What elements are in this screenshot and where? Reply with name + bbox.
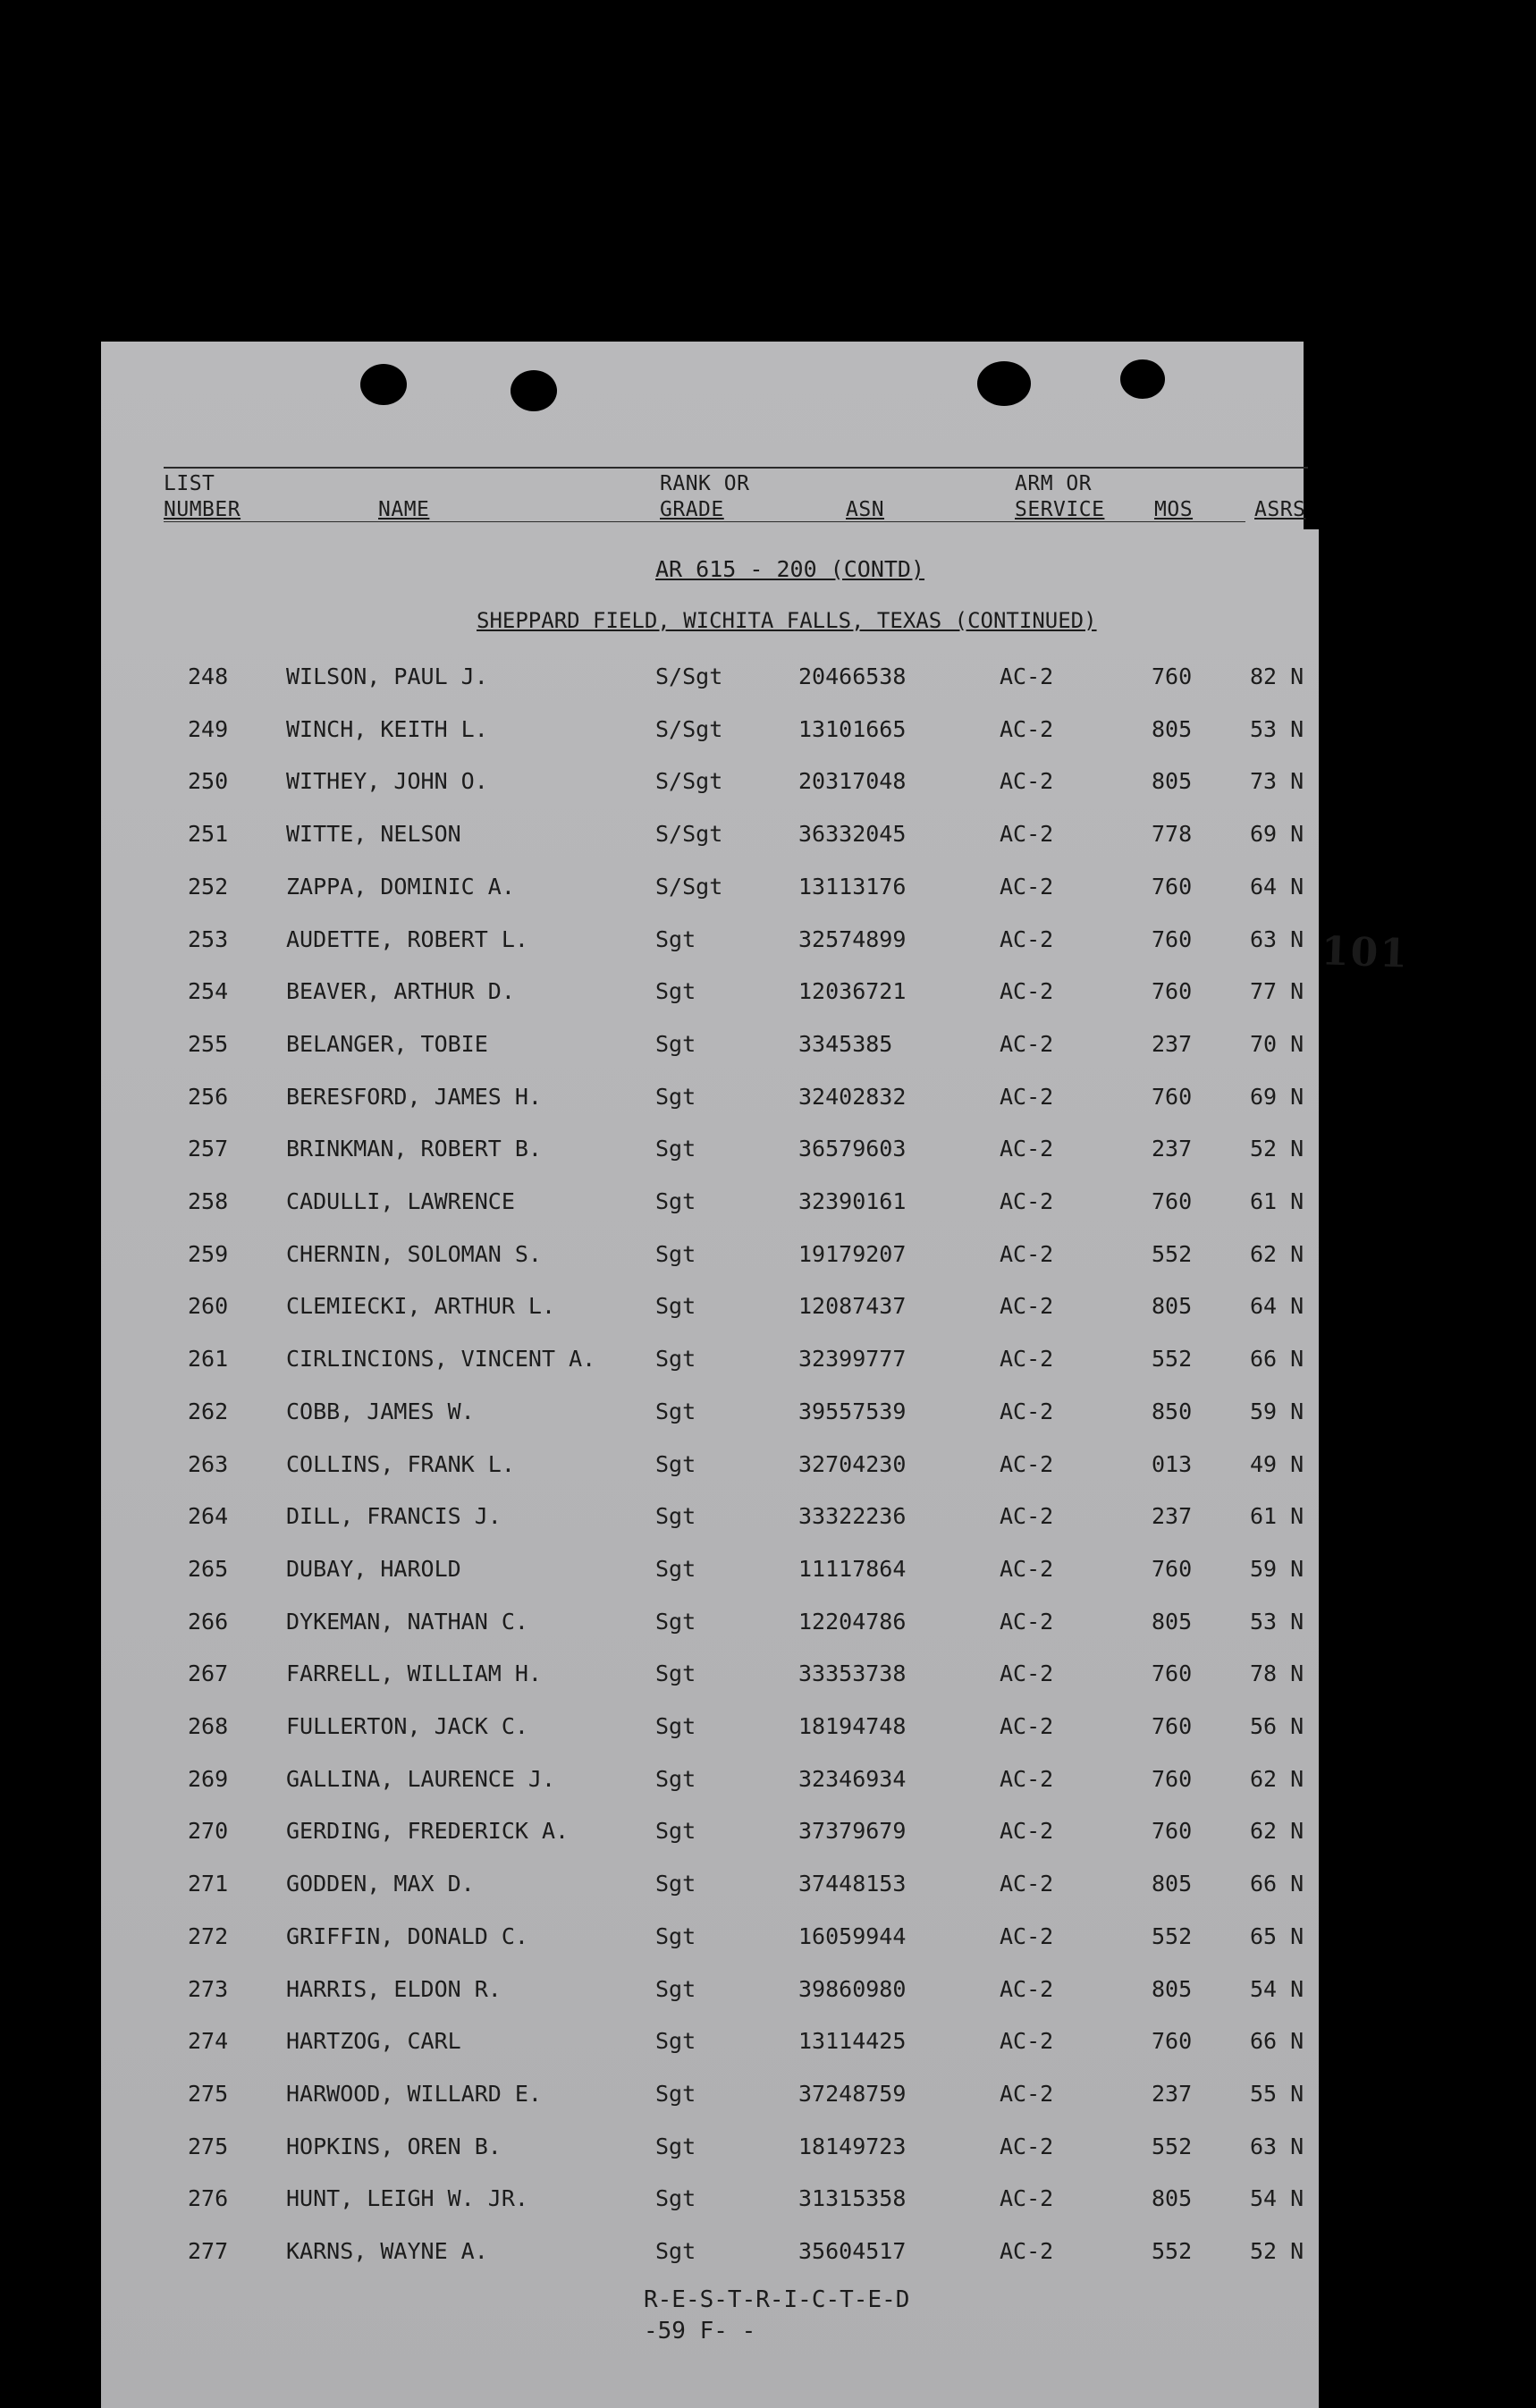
cell-arm: AC-2 bbox=[1000, 2133, 1054, 2159]
cell-asn: 32390161 bbox=[798, 1188, 907, 1214]
cell-arm: AC-2 bbox=[1000, 1818, 1054, 1844]
cell-arm: AC-2 bbox=[1000, 768, 1054, 794]
cell-rank: S/Sgt bbox=[655, 768, 723, 794]
cell-num: 274 bbox=[188, 2028, 229, 2054]
cell-asrs: 52 N bbox=[1250, 2238, 1304, 2264]
cell-arm: AC-2 bbox=[1000, 1451, 1054, 1477]
table-row bbox=[101, 2081, 1319, 2117]
table-row bbox=[101, 821, 1319, 857]
table-row bbox=[101, 1031, 1319, 1067]
cell-mos: 805 bbox=[1152, 2185, 1193, 2211]
header-top-rule bbox=[164, 467, 1308, 469]
cell-rank: S/Sgt bbox=[655, 821, 723, 847]
cell-mos: 237 bbox=[1152, 2081, 1193, 2107]
cell-arm: AC-2 bbox=[1000, 1188, 1054, 1214]
cell-arm: AC-2 bbox=[1000, 1031, 1054, 1057]
cell-rank: Sgt bbox=[655, 1084, 696, 1110]
cell-rank: Sgt bbox=[655, 1188, 696, 1214]
table-row bbox=[101, 1503, 1319, 1539]
cell-arm: AC-2 bbox=[1000, 978, 1054, 1004]
cell-asn: 32402832 bbox=[798, 1084, 907, 1110]
cell-asn: 35604517 bbox=[798, 2238, 907, 2264]
cell-asrs: 61 N bbox=[1250, 1188, 1304, 1214]
cell-rank: Sgt bbox=[655, 1241, 696, 1267]
cell-num: 275 bbox=[188, 2081, 229, 2107]
cell-num: 262 bbox=[188, 1398, 229, 1424]
cell-rank: S/Sgt bbox=[655, 716, 723, 742]
cell-arm: AC-2 bbox=[1000, 1660, 1054, 1686]
cell-asn: 37379679 bbox=[798, 1818, 907, 1844]
cell-asrs: 66 N bbox=[1250, 1871, 1304, 1897]
cell-name: WILSON, PAUL J. bbox=[286, 663, 488, 689]
cell-num: 249 bbox=[188, 716, 229, 742]
cell-rank: Sgt bbox=[655, 1766, 696, 1792]
table-row bbox=[101, 1293, 1319, 1329]
cell-mos: 805 bbox=[1152, 1976, 1193, 2002]
cell-mos: 760 bbox=[1152, 1660, 1193, 1686]
cell-mos: 760 bbox=[1152, 2028, 1193, 2054]
cell-asn: 19179207 bbox=[798, 1241, 907, 1267]
table-row bbox=[101, 1923, 1319, 1959]
cell-name: ZAPPA, DOMINIC A. bbox=[286, 874, 515, 900]
cell-num: 255 bbox=[188, 1031, 229, 1057]
cell-name: BRINKMAN, ROBERT B. bbox=[286, 1136, 542, 1162]
torn-corner bbox=[1304, 342, 1319, 529]
cell-num: 270 bbox=[188, 1818, 229, 1844]
col-header-mos: MOS bbox=[1154, 498, 1194, 521]
cell-name: GALLINA, LAURENCE J. bbox=[286, 1766, 556, 1792]
table-row bbox=[101, 1241, 1319, 1277]
cell-mos: 760 bbox=[1152, 1818, 1193, 1844]
document-page bbox=[101, 342, 1410, 2408]
cell-name: BERESFORD, JAMES H. bbox=[286, 1084, 542, 1110]
cell-arm: AC-2 bbox=[1000, 1976, 1054, 2002]
cell-asn: 39860980 bbox=[798, 1976, 907, 2002]
cell-asn: 31315358 bbox=[798, 2185, 907, 2211]
cell-arm: AC-2 bbox=[1000, 1293, 1054, 1319]
cell-num: 260 bbox=[188, 1293, 229, 1319]
cell-name: WITTE, NELSON bbox=[286, 821, 461, 847]
table-row bbox=[101, 2028, 1319, 2064]
cell-name: HUNT, LEIGH W. JR. bbox=[286, 2185, 528, 2211]
cell-asn: 36332045 bbox=[798, 821, 907, 847]
cell-arm: AC-2 bbox=[1000, 1503, 1054, 1529]
table-row bbox=[101, 1713, 1319, 1749]
cell-num: 251 bbox=[188, 821, 229, 847]
cell-arm: AC-2 bbox=[1000, 1713, 1054, 1739]
cell-arm: AC-2 bbox=[1000, 1346, 1054, 1372]
cell-asrs: 82 N bbox=[1250, 663, 1304, 689]
cell-num: 261 bbox=[188, 1346, 229, 1372]
footer-page-number: -59 F- - bbox=[644, 2318, 756, 2345]
cell-asrs: 69 N bbox=[1250, 1084, 1304, 1110]
cell-asn: 32704230 bbox=[798, 1451, 907, 1477]
cell-mos: 760 bbox=[1152, 1188, 1193, 1214]
cell-asn: 32574899 bbox=[798, 926, 907, 952]
cell-num: 259 bbox=[188, 1241, 229, 1267]
cell-mos: 760 bbox=[1152, 874, 1193, 900]
col-header-arm: ARM OR SERVICE bbox=[1015, 472, 1105, 521]
cell-rank: Sgt bbox=[655, 1136, 696, 1162]
cell-rank: Sgt bbox=[655, 1976, 696, 2002]
cell-mos: 805 bbox=[1152, 1293, 1193, 1319]
cell-asrs: 65 N bbox=[1250, 1923, 1304, 1949]
table-row bbox=[101, 874, 1319, 909]
cell-arm: AC-2 bbox=[1000, 874, 1054, 900]
cell-num: 269 bbox=[188, 1766, 229, 1792]
cell-asn: 12204786 bbox=[798, 1609, 907, 1635]
table-row bbox=[101, 1136, 1319, 1171]
cell-arm: AC-2 bbox=[1000, 663, 1054, 689]
cell-asrs: 54 N bbox=[1250, 1976, 1304, 2002]
cell-name: GRIFFIN, DONALD C. bbox=[286, 1923, 528, 1949]
cell-name: GERDING, FREDERICK A. bbox=[286, 1818, 570, 1844]
cell-asrs: 73 N bbox=[1250, 768, 1304, 794]
regulation-heading: AR 615 - 200 (CONTD) bbox=[655, 556, 925, 582]
page-stamp-number: 101 bbox=[1321, 928, 1410, 977]
cell-mos: 805 bbox=[1152, 1609, 1193, 1635]
punch-hole bbox=[511, 370, 557, 411]
cell-rank: Sgt bbox=[655, 926, 696, 952]
cell-asn: 12087437 bbox=[798, 1293, 907, 1319]
cell-num: 248 bbox=[188, 663, 229, 689]
cell-name: HARWOOD, WILLARD E. bbox=[286, 2081, 542, 2107]
cell-asn: 20317048 bbox=[798, 768, 907, 794]
header-bottom-rule bbox=[164, 521, 1245, 522]
table-row bbox=[101, 1871, 1319, 1906]
cell-num: 276 bbox=[188, 2185, 229, 2211]
cell-asrs: 62 N bbox=[1250, 1766, 1304, 1792]
cell-asrs: 70 N bbox=[1250, 1031, 1304, 1057]
cell-num: 272 bbox=[188, 1923, 229, 1949]
cell-mos: 760 bbox=[1152, 663, 1193, 689]
table-row bbox=[101, 1818, 1319, 1854]
cell-rank: Sgt bbox=[655, 1923, 696, 1949]
cell-num: 253 bbox=[188, 926, 229, 952]
cell-asn: 3345385 bbox=[798, 1031, 893, 1057]
table-row bbox=[101, 2133, 1319, 2169]
punch-hole bbox=[1120, 359, 1165, 399]
cell-asrs: 56 N bbox=[1250, 1713, 1304, 1739]
cell-rank: Sgt bbox=[655, 978, 696, 1004]
cell-asn: 13114425 bbox=[798, 2028, 907, 2054]
table-row bbox=[101, 1346, 1319, 1381]
cell-rank: Sgt bbox=[655, 1346, 696, 1372]
cell-asn: 13113176 bbox=[798, 874, 907, 900]
cell-asrs: 53 N bbox=[1250, 716, 1304, 742]
table-row bbox=[101, 663, 1319, 699]
cell-asrs: 64 N bbox=[1250, 1293, 1304, 1319]
cell-arm: AC-2 bbox=[1000, 1084, 1054, 1110]
cell-name: HARTZOG, CARL bbox=[286, 2028, 461, 2054]
cell-arm: AC-2 bbox=[1000, 1556, 1054, 1582]
cell-mos: 805 bbox=[1152, 1871, 1193, 1897]
cell-name: CIRLINCIONS, VINCENT A. bbox=[286, 1346, 596, 1372]
cell-name: KARNS, WAYNE A. bbox=[286, 2238, 488, 2264]
cell-asn: 13101665 bbox=[798, 716, 907, 742]
cell-arm: AC-2 bbox=[1000, 1766, 1054, 1792]
cell-arm: AC-2 bbox=[1000, 1871, 1054, 1897]
cell-mos: 237 bbox=[1152, 1503, 1193, 1529]
cell-num: 267 bbox=[188, 1660, 229, 1686]
cell-asrs: 78 N bbox=[1250, 1660, 1304, 1686]
cell-num: 277 bbox=[188, 2238, 229, 2264]
footer-classification: R-E-S-T-R-I-C-T-E-D bbox=[644, 2286, 910, 2313]
cell-num: 252 bbox=[188, 874, 229, 900]
cell-name: BEAVER, ARTHUR D. bbox=[286, 978, 515, 1004]
cell-asn: 32346934 bbox=[798, 1766, 907, 1792]
cell-asrs: 59 N bbox=[1250, 1398, 1304, 1424]
cell-arm: AC-2 bbox=[1000, 2185, 1054, 2211]
cell-asn: 39557539 bbox=[798, 1398, 907, 1424]
cell-asn: 18194748 bbox=[798, 1713, 907, 1739]
cell-name: HOPKINS, OREN B. bbox=[286, 2133, 502, 2159]
cell-asn: 36579603 bbox=[798, 1136, 907, 1162]
table-row bbox=[101, 978, 1319, 1014]
cell-asn: 11117864 bbox=[798, 1556, 907, 1582]
col-header-asn: ASN bbox=[846, 498, 885, 521]
cell-asrs: 55 N bbox=[1250, 2081, 1304, 2107]
cell-rank: Sgt bbox=[655, 1451, 696, 1477]
table-row bbox=[101, 2238, 1319, 2274]
cell-asn: 37248759 bbox=[798, 2081, 907, 2107]
cell-arm: AC-2 bbox=[1000, 716, 1054, 742]
cell-asrs: 59 N bbox=[1250, 1556, 1304, 1582]
cell-asrs: 62 N bbox=[1250, 1818, 1304, 1844]
cell-rank: Sgt bbox=[655, 2238, 696, 2264]
cell-asrs: 63 N bbox=[1250, 926, 1304, 952]
cell-name: CHERNIN, SOLOMAN S. bbox=[286, 1241, 542, 1267]
table-row bbox=[101, 768, 1319, 804]
cell-asrs: 77 N bbox=[1250, 978, 1304, 1004]
cell-mos: 760 bbox=[1152, 978, 1193, 1004]
cell-mos: 013 bbox=[1152, 1451, 1193, 1477]
cell-mos: 805 bbox=[1152, 716, 1193, 742]
cell-rank: Sgt bbox=[655, 1609, 696, 1635]
cell-num: 273 bbox=[188, 1976, 229, 2002]
cell-rank: Sgt bbox=[655, 1556, 696, 1582]
table-row bbox=[101, 1084, 1319, 1120]
cell-mos: 552 bbox=[1152, 2238, 1193, 2264]
cell-asn: 12036721 bbox=[798, 978, 907, 1004]
cell-asrs: 63 N bbox=[1250, 2133, 1304, 2159]
cell-rank: Sgt bbox=[655, 1398, 696, 1424]
table-row bbox=[101, 1976, 1319, 2012]
punch-hole bbox=[360, 364, 407, 405]
cell-arm: AC-2 bbox=[1000, 2238, 1054, 2264]
cell-num: 268 bbox=[188, 1713, 229, 1739]
cell-asrs: 64 N bbox=[1250, 874, 1304, 900]
cell-num: 250 bbox=[188, 768, 229, 794]
cell-rank: Sgt bbox=[655, 2081, 696, 2107]
cell-arm: AC-2 bbox=[1000, 1923, 1054, 1949]
cell-rank: Sgt bbox=[655, 1818, 696, 1844]
table-row bbox=[101, 1609, 1319, 1644]
cell-rank: Sgt bbox=[655, 2028, 696, 2054]
cell-arm: AC-2 bbox=[1000, 1609, 1054, 1635]
cell-num: 264 bbox=[188, 1503, 229, 1529]
cell-rank: Sgt bbox=[655, 1713, 696, 1739]
cell-name: COLLINS, FRANK L. bbox=[286, 1451, 515, 1477]
cell-asrs: 69 N bbox=[1250, 821, 1304, 847]
cell-asn: 33353738 bbox=[798, 1660, 907, 1686]
col-header-rank: RANK OR GRADE bbox=[660, 472, 750, 521]
cell-rank: Sgt bbox=[655, 1660, 696, 1686]
col-header-asrs: ASRS bbox=[1254, 498, 1306, 521]
cell-num: 263 bbox=[188, 1451, 229, 1477]
cell-asrs: 61 N bbox=[1250, 1503, 1304, 1529]
cell-rank: Sgt bbox=[655, 2133, 696, 2159]
table-row bbox=[101, 2185, 1319, 2221]
cell-arm: AC-2 bbox=[1000, 1398, 1054, 1424]
table-row bbox=[101, 1660, 1319, 1696]
cell-rank: S/Sgt bbox=[655, 663, 723, 689]
cell-mos: 760 bbox=[1152, 1556, 1193, 1582]
location-heading: SHEPPARD FIELD, WICHITA FALLS, TEXAS (CONTINUED) bbox=[477, 608, 1097, 633]
cell-arm: AC-2 bbox=[1000, 2028, 1054, 2054]
cell-name: WINCH, KEITH L. bbox=[286, 716, 488, 742]
cell-asrs: 66 N bbox=[1250, 2028, 1304, 2054]
cell-rank: Sgt bbox=[655, 1293, 696, 1319]
cell-name: AUDETTE, ROBERT L. bbox=[286, 926, 528, 952]
cell-rank: S/Sgt bbox=[655, 874, 723, 900]
table-row bbox=[101, 1451, 1319, 1487]
cell-arm: AC-2 bbox=[1000, 821, 1054, 847]
cell-mos: 760 bbox=[1152, 1766, 1193, 1792]
cell-name: HARRIS, ELDON R. bbox=[286, 1976, 502, 2002]
cell-name: FARRELL, WILLIAM H. bbox=[286, 1660, 542, 1686]
cell-name: COBB, JAMES W. bbox=[286, 1398, 475, 1424]
cell-asrs: 66 N bbox=[1250, 1346, 1304, 1372]
table-row bbox=[101, 1556, 1319, 1592]
cell-mos: 552 bbox=[1152, 2133, 1193, 2159]
cell-asn: 33322236 bbox=[798, 1503, 907, 1529]
cell-name: WITHEY, JOHN O. bbox=[286, 768, 488, 794]
col-header-name: NAME bbox=[378, 498, 430, 521]
cell-asrs: 49 N bbox=[1250, 1451, 1304, 1477]
cell-asn: 32399777 bbox=[798, 1346, 907, 1372]
cell-arm: AC-2 bbox=[1000, 926, 1054, 952]
cell-mos: 237 bbox=[1152, 1136, 1193, 1162]
cell-name: FULLERTON, JACK C. bbox=[286, 1713, 528, 1739]
table-row bbox=[101, 1188, 1319, 1224]
col-header-list-number: LIST NUMBER bbox=[164, 472, 241, 521]
cell-mos: 760 bbox=[1152, 1713, 1193, 1739]
cell-num: 265 bbox=[188, 1556, 229, 1582]
cell-rank: Sgt bbox=[655, 1871, 696, 1897]
cell-mos: 760 bbox=[1152, 1084, 1193, 1110]
cell-asn: 37448153 bbox=[798, 1871, 907, 1897]
cell-num: 266 bbox=[188, 1609, 229, 1635]
cell-mos: 552 bbox=[1152, 1346, 1193, 1372]
cell-num: 275 bbox=[188, 2133, 229, 2159]
cell-mos: 778 bbox=[1152, 821, 1193, 847]
cell-asrs: 53 N bbox=[1250, 1609, 1304, 1635]
cell-mos: 552 bbox=[1152, 1923, 1193, 1949]
cell-mos: 850 bbox=[1152, 1398, 1193, 1424]
cell-name: DUBAY, HAROLD bbox=[286, 1556, 461, 1582]
cell-mos: 237 bbox=[1152, 1031, 1193, 1057]
cell-num: 258 bbox=[188, 1188, 229, 1214]
cell-name: CLEMIECKI, ARTHUR L. bbox=[286, 1293, 556, 1319]
table-row bbox=[101, 926, 1319, 962]
cell-arm: AC-2 bbox=[1000, 1136, 1054, 1162]
cell-asrs: 54 N bbox=[1250, 2185, 1304, 2211]
cell-asn: 16059944 bbox=[798, 1923, 907, 1949]
cell-arm: AC-2 bbox=[1000, 1241, 1054, 1267]
cell-name: BELANGER, TOBIE bbox=[286, 1031, 488, 1057]
cell-num: 257 bbox=[188, 1136, 229, 1162]
punch-hole bbox=[977, 361, 1031, 406]
cell-mos: 805 bbox=[1152, 768, 1193, 794]
cell-name: DILL, FRANCIS J. bbox=[286, 1503, 502, 1529]
cell-asrs: 62 N bbox=[1250, 1241, 1304, 1267]
cell-arm: AC-2 bbox=[1000, 2081, 1054, 2107]
cell-name: GODDEN, MAX D. bbox=[286, 1871, 475, 1897]
cell-asn: 20466538 bbox=[798, 663, 907, 689]
cell-num: 256 bbox=[188, 1084, 229, 1110]
cell-mos: 760 bbox=[1152, 926, 1193, 952]
cell-name: CADULLI, LAWRENCE bbox=[286, 1188, 515, 1214]
cell-num: 254 bbox=[188, 978, 229, 1004]
cell-rank: Sgt bbox=[655, 2185, 696, 2211]
cell-asn: 18149723 bbox=[798, 2133, 907, 2159]
cell-num: 271 bbox=[188, 1871, 229, 1897]
cell-rank: Sgt bbox=[655, 1031, 696, 1057]
table-row bbox=[101, 716, 1319, 752]
cell-name: DYKEMAN, NATHAN C. bbox=[286, 1609, 528, 1635]
table-row bbox=[101, 1398, 1319, 1434]
cell-mos: 552 bbox=[1152, 1241, 1193, 1267]
table-row bbox=[101, 1766, 1319, 1802]
cell-rank: Sgt bbox=[655, 1503, 696, 1529]
cell-asrs: 52 N bbox=[1250, 1136, 1304, 1162]
